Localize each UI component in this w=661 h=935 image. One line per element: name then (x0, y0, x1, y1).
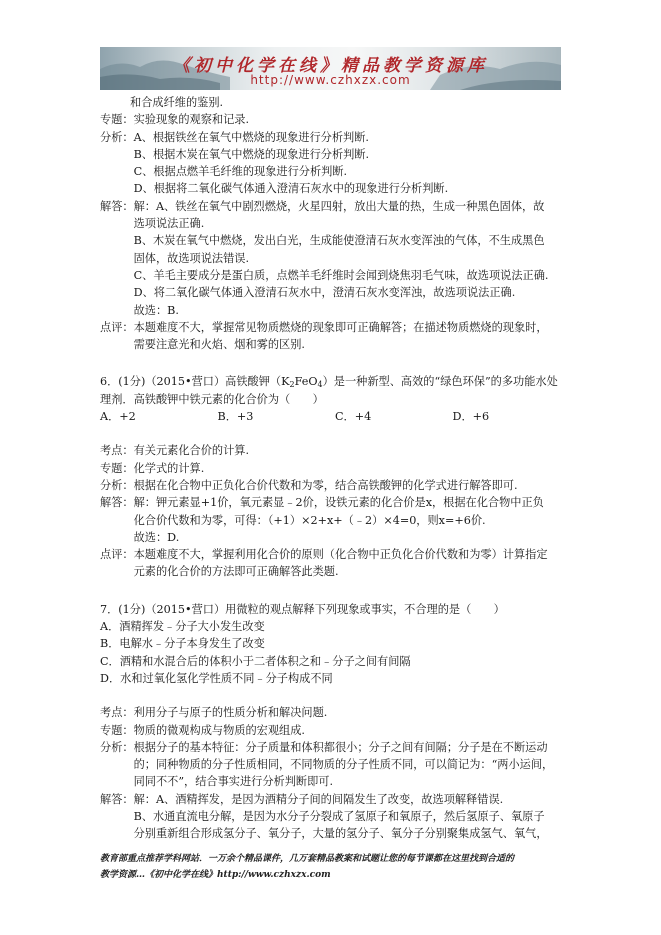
q6-option-d: D．+6 (452, 410, 490, 424)
answer-label: 解答： (100, 792, 134, 806)
banner-title: 《初中化学在线》精品教学资源库 (173, 56, 488, 76)
topic-label: 专题： (100, 113, 134, 127)
answer-row (100, 198, 570, 319)
answer-line: 解：钾元素显+1价，氧元素显﹣2价，设铁元素的化合价是x，根据在化合物中正负 (133, 496, 544, 510)
analysis-text: 根据在化合物中正负化合价代数和为零，结合高铁酸钾的化学式进行解答即可. (133, 478, 518, 492)
continuation-line: 和合成纤维的鉴别. (130, 96, 224, 109)
header-banner (100, 47, 561, 90)
comment-line: 本题难度不大，掌握利用化合价的原则（化合物中正负化合价代数和为零）计算指定 (133, 548, 548, 562)
q7-option-c: C．酒精和水混合后的体积小于二者体积之和﹣分子之间有间隔 (100, 654, 411, 668)
comment-line: 本题难度不大，掌握常见物质燃烧的现象即可正确解答；在描述物质燃烧的现象时， (133, 320, 548, 334)
answer-line: 分别重新组合形成氢分子、氧分子，大量的氢分子、氧分子分别聚集成氢气、氧气， (133, 827, 548, 841)
q7-analysis-row (100, 739, 570, 791)
answer-line: 化合价代数和为零，可得：（+1）×2+x+（﹣2）×4=0，则x=+6价. (133, 513, 486, 527)
q6-options (100, 408, 570, 425)
comment-line: 需要注意光和火焰、烟和雾的区别. (133, 338, 305, 352)
analysis-line: A、根据铁丝在氧气中燃烧的现象进行分析判断. (133, 130, 369, 144)
analysis-label: 分析： (100, 478, 134, 492)
comment-row (100, 319, 570, 354)
answer-line: B、水通直流电分解，是因为水分子分裂成了氢原子和氧原子，然后氢原子、氧原子 (133, 809, 545, 823)
q7-option-b: B．电解水﹣分子本身发生了改变 (100, 637, 265, 651)
q7-kaodian-row (100, 704, 570, 721)
comment-label: 点评： (100, 320, 134, 334)
topic-text: 化学式的计算. (133, 461, 205, 475)
kaodian-text: 有关元素化合价的计算. (133, 444, 250, 458)
answer-line: 选项说法正确. (133, 217, 205, 231)
topic-row (100, 111, 570, 128)
q6-stem-line2: 理剂．高铁酸钾中铁元素的化合价为（ ） (100, 392, 324, 406)
answer-line: C、羊毛主要成分是蛋白质，点燃羊毛纤维时会闻到烧焦羽毛气味，故选项说法正确. (133, 268, 549, 282)
q6-answer-row (100, 494, 570, 546)
analysis-row (100, 129, 570, 198)
topic-text: 实验现象的观察和记录. (133, 113, 250, 127)
q6-analysis-row (100, 477, 570, 494)
footer-line2: 教学资源…《初中化学在线》http://www.czhxzx.com (100, 870, 331, 880)
comment-label: 点评： (100, 548, 134, 562)
answer-line: D、将二氧化碳气体通入澄清石灰水中，澄清石灰水变浑浊，故选项说法正确. (133, 286, 516, 300)
answer-label: 解答： (100, 496, 134, 510)
q7-option-a: A．酒精挥发﹣分子大小发生改变 (100, 620, 265, 634)
answer-line: 解：A、酒精挥发，是因为酒精分子间的间隔发生了改变，故选项解释错误. (133, 792, 504, 806)
q6-kaodian-row (100, 442, 570, 459)
answer-line: 解：A、铁丝在氧气中剧烈燃烧，火星四射，放出大量的热，生成一种黑色固体，故 (133, 199, 545, 213)
kaodian-label: 考点： (100, 444, 134, 458)
answer-label: 解答： (100, 199, 134, 213)
comment-line: 元素的化合价的方法即可正确解答此类题. (133, 565, 339, 579)
analysis-label: 分析： (100, 740, 134, 754)
q7-answer-row (100, 791, 570, 843)
analysis-line: 根据分子的基本特征：分子质量和体积都很小；分子之间有间隔；分子是在不断运动 (133, 740, 548, 754)
q6-option-a: A．+2 (100, 410, 136, 424)
document-body (100, 94, 570, 843)
q6-option-c: C．+4 (335, 410, 372, 424)
analysis-line: D、根据将二氧化碳气体通入澄清石灰水中的现象进行分析判断. (133, 182, 449, 196)
analysis-line: B、根据木炭在氧气中燃烧的现象进行分析判断. (133, 147, 370, 161)
kaodian-text: 利用分子与原子的性质分析和解决问题. (133, 706, 328, 720)
kaodian-label: 考点： (100, 706, 134, 720)
q6-topic-row (100, 460, 570, 477)
answer-line: 故选：B. (133, 303, 179, 317)
q7-topic-row (100, 722, 570, 739)
answer-line: 固体，故选项说法错误. (133, 251, 250, 265)
page-footer (100, 851, 570, 883)
q7-stem: 7．(1分)（2015•营口）用微粒的观点解释下列现象或事实，不合理的是（ ） (100, 602, 505, 616)
topic-label: 专题： (100, 723, 134, 737)
topic-text: 物质的微观构成与物质的宏观组成. (133, 723, 305, 737)
q6-comment-row (100, 546, 570, 581)
footer-line1: 教育部重点推荐学科网站．一万余个精品课件，几万套精品教案和试题让您的每节课都在这里找到合适的 (100, 854, 515, 864)
analysis-line: 同同不不”，结合事实进行分析判断即可. (133, 775, 334, 789)
analysis-line: C、根据点燃羊毛纤维的现象进行分析判断. (133, 165, 348, 179)
q6-stem-line1: 6．(1分)（2015•营口）高铁酸钾$(K_2FeO_4)$是一种新型、高效的“绿色环保”的多功能水处 (100, 375, 558, 390)
analysis-label: 分析： (100, 130, 134, 144)
banner-url: http://www.czhxzx.com (250, 73, 411, 87)
topic-label: 专题： (100, 461, 134, 475)
answer-line: B、木炭在氧气中燃烧，发出白光，生成能使澄清石灰水变浑浊的气体，不生成黑色 (133, 234, 545, 248)
analysis-line: 的；同种物质的分子性质相同，不同物质的分子性质不同，可以简记为：“两小运间， (133, 758, 554, 772)
answer-line: 故选：D. (133, 530, 180, 544)
q7-option-d: D．水和过氧化氢化学性质不同﹣分子构成不同 (100, 671, 333, 685)
q6-option-b: B．+3 (217, 410, 254, 424)
